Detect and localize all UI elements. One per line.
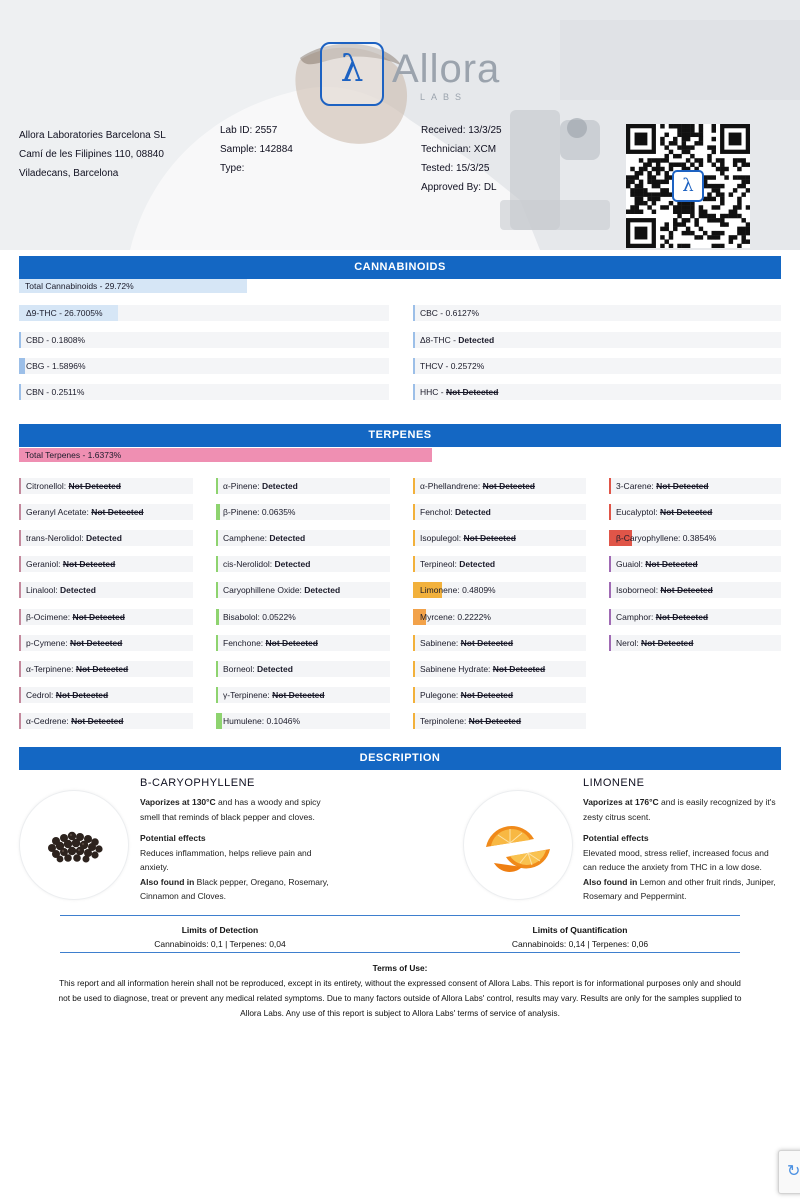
terpene-fill — [216, 556, 218, 572]
qr-lambda-icon: λ — [672, 170, 704, 202]
effects-label: Potential effects — [583, 833, 649, 843]
terpene-fill — [216, 582, 218, 598]
terpene-name: β-Ocimene: — [26, 611, 73, 622]
terpene-value: Not Detected — [265, 637, 318, 648]
terpene-value: Not Detected — [62, 559, 116, 570]
terpene-value: Not Detected — [463, 533, 516, 544]
terpene-cell — [216, 713, 390, 729]
terpene-value: Not Detected — [75, 663, 129, 674]
qr-code-icon[interactable] — [626, 124, 750, 248]
terpene-cell — [19, 713, 193, 729]
terpene-cell — [609, 635, 781, 651]
terpene-label — [223, 530, 305, 546]
terpene-cell — [216, 687, 390, 703]
street-address: Camí de les Filipines 110, 08840 — [19, 149, 164, 160]
cannabinoid-name: CBD - — [26, 335, 52, 345]
vaporizes-label: Vaporizes at 176°C — [583, 797, 659, 807]
terpene-name: Limonene: — [420, 585, 463, 596]
terpene-fill — [19, 582, 21, 598]
terpene-name: Caryophillene Oxide: — [223, 585, 305, 596]
cannabinoid-name: CBG - — [26, 361, 52, 371]
terpene-name: β-Pinene: — [223, 507, 262, 518]
cannabinoid-value: 26.7005% — [64, 308, 103, 318]
terpene-fill — [413, 661, 415, 677]
cannabinoid-fill — [19, 384, 21, 400]
cannabinoid-label — [26, 358, 86, 374]
vaporizes-text: and has a woody and spicy smell that reminds of black pepper and cloves. — [140, 797, 321, 822]
divider-top — [60, 915, 740, 916]
terpene-fill — [216, 478, 218, 494]
terpene-fill — [413, 687, 415, 703]
terpene-fill — [216, 609, 219, 625]
terms-of-use — [55, 961, 745, 1021]
terpene-fill — [216, 713, 222, 729]
lambda-icon: λ — [340, 49, 364, 90]
limits-detection — [120, 923, 320, 951]
terpene-label — [616, 635, 693, 651]
terpene-label — [420, 635, 513, 651]
limits-quantification — [480, 923, 680, 951]
cannabinoid-value: 0.2511% — [51, 387, 85, 397]
terpene-fill — [413, 635, 415, 651]
terpene-name: α-Pinene: — [223, 481, 262, 491]
terpene-value: 0.2222% — [457, 611, 491, 622]
terpene-cell — [216, 582, 390, 598]
terpene-name: Fenchone: — [223, 637, 266, 648]
terpene-label — [420, 504, 491, 520]
terpene-name: α-Phellandrene: — [420, 481, 483, 491]
terpene-name: Terpineol: — [420, 559, 460, 570]
terpene-label — [26, 661, 128, 677]
cannabinoid-value: Detected — [458, 335, 495, 345]
limits-quant-title: Limits of Quantification — [532, 925, 628, 935]
terpene-cell — [413, 530, 586, 546]
terms-title: Terms of Use: — [372, 963, 428, 973]
terpene-fill — [609, 478, 611, 494]
limits-detection-values: Cannabinoids: 0,1 | Terpenes: 0,04 — [154, 939, 286, 949]
terpene-label — [616, 556, 698, 572]
limits-quant-values: Cannabinoids: 0,14 | Terpenes: 0,06 — [511, 939, 649, 949]
terpene-label — [223, 635, 318, 651]
terpene-cell — [413, 478, 586, 494]
terpene-value: Not Detected — [272, 689, 325, 700]
terpene-value: Not Detected — [71, 715, 124, 726]
terpene-cell — [216, 661, 390, 677]
terpene-label — [223, 609, 296, 625]
terpene-name: γ-Terpinene: — [223, 689, 273, 700]
terpene-name: Pulegone: — [420, 689, 461, 700]
terpene-value: Not Detected — [69, 637, 123, 648]
terpene-fill — [216, 504, 220, 520]
terpene-cell — [609, 556, 781, 572]
terpene-name: Terpinolene: — [420, 715, 469, 726]
cannabinoid-fill — [413, 332, 415, 348]
lab-id: Lab ID: 2557 — [220, 125, 278, 136]
terpene-value: Detected — [459, 559, 496, 570]
cannabinoid-label — [420, 305, 479, 321]
cannabinoid-cell — [19, 358, 389, 374]
cannabinoid-fill — [413, 305, 415, 321]
cannabinoid-name: Δ8-THC - — [420, 335, 459, 345]
terpene-cell — [609, 609, 781, 625]
terpene-cell — [413, 661, 586, 677]
total-terpenes: Total Terpenes - 1.6373% — [19, 448, 432, 462]
cannabinoid-label — [26, 384, 84, 400]
terpene-value: Detected — [257, 663, 293, 674]
terpene-cell — [216, 478, 390, 494]
terpene-cell — [19, 635, 193, 651]
limonene-text — [583, 795, 783, 904]
terpene-value: Not Detected — [72, 611, 125, 622]
terpene-fill — [216, 661, 218, 677]
terpene-label — [26, 609, 125, 625]
effects-text: Reduces inflammation, helps relieve pain and anxiety. — [140, 847, 312, 872]
terpene-value: Detected — [269, 533, 306, 544]
terpene-value: 0.1046% — [266, 715, 301, 726]
terpene-label — [26, 713, 124, 729]
terpene-name: Myrcene: — [420, 611, 458, 622]
terpene-cell — [413, 609, 586, 625]
cannabinoid-label — [420, 332, 494, 348]
terpene-value: Detected — [454, 507, 491, 518]
terpene-value: Not Detected — [460, 637, 514, 648]
terpene-fill — [19, 687, 21, 703]
terpene-cell — [19, 609, 193, 625]
terpene-label — [223, 556, 310, 572]
terpene-value: Detected — [304, 585, 341, 596]
cannabinoid-value: Not Detected — [445, 387, 499, 397]
terpene-fill — [19, 635, 21, 651]
terpene-name: Bisabolol: — [223, 611, 263, 622]
cannabinoid-cell — [19, 332, 389, 348]
terpene-label — [616, 582, 713, 598]
cannabinoid-name: Δ9-THC - — [26, 308, 65, 318]
terpene-cell — [216, 530, 390, 546]
sample-type: Type: — [220, 163, 245, 174]
terpene-cell — [609, 478, 781, 494]
terpene-value: Not Detected — [659, 507, 713, 518]
terpene-name: p-Cymene: — [26, 637, 70, 648]
cannabinoid-fill — [19, 332, 21, 348]
terpene-cell — [413, 687, 586, 703]
terpene-label — [223, 661, 293, 677]
terpene-value: 0.0522% — [262, 611, 296, 622]
terpene-name: trans-Nerolidol: — [26, 533, 86, 544]
received-date: Received: 13/3/25 — [421, 125, 502, 136]
terpene-label — [420, 687, 513, 703]
cannabinoid-label — [420, 358, 484, 374]
cannabinoids-header: CANNABINOIDS — [19, 256, 781, 279]
terpene-name: Eucalyptol: — [616, 507, 660, 518]
orange-slices-icon — [464, 791, 574, 901]
effects-text: Elevated mood, stress relief, increased focus and can reduce the anxiety from THC in a low dose. — [583, 847, 769, 872]
terpene-label — [616, 478, 709, 494]
cannabinoid-fill — [19, 358, 25, 374]
terpene-cell — [19, 530, 193, 546]
cannabinoid-name: HHC - — [420, 387, 446, 397]
terpene-label — [26, 582, 96, 598]
terpene-value: Detected — [86, 533, 122, 544]
terpene-label — [26, 556, 115, 572]
terpene-label — [223, 504, 295, 520]
terpene-fill — [19, 556, 21, 572]
cannabinoid-cell — [19, 305, 389, 321]
logo-sub: LABS — [420, 92, 468, 102]
cannabinoid-cell — [413, 384, 781, 400]
cannabinoid-value: 0.6127% — [445, 308, 480, 318]
caryophyllene-title: B-CARYOPHYLLENE — [140, 777, 255, 789]
terpene-fill — [609, 582, 611, 598]
terpene-value: 0.4809% — [462, 585, 496, 596]
found-text: Lemon and other fruit rinds, Juniper, Rosemary and Peppermint. — [583, 876, 776, 901]
description-header: DESCRIPTION — [19, 747, 781, 770]
terpene-name: Linalool: — [26, 585, 61, 596]
vaporizes-label: Vaporizes at 130°C — [140, 797, 216, 807]
terpene-value: Not Detected — [656, 481, 709, 491]
terpene-fill — [19, 530, 21, 546]
terpene-cell — [413, 504, 586, 520]
terpene-value: Detected — [261, 481, 298, 491]
test-info — [421, 121, 601, 197]
terpene-name: Citronellol: — [26, 481, 69, 491]
terpene-value: Detected — [60, 585, 96, 596]
total-cannabinoids: Total Cannabinoids - 29.72% — [19, 279, 247, 293]
terpene-label — [420, 713, 521, 729]
limonene-title: LIMONENE — [583, 777, 645, 789]
technician: Technician: XCM — [421, 144, 497, 155]
terpene-name: α-Cedrene: — [26, 715, 72, 726]
terpene-label — [420, 556, 495, 572]
terpene-fill — [413, 530, 415, 546]
terpene-name: 3-Carene: — [616, 481, 657, 491]
cannabinoid-label — [26, 332, 85, 348]
terpene-fill — [413, 504, 415, 520]
terpene-value: Not Detected — [91, 507, 144, 518]
cannabinoid-value: 0.2572% — [450, 361, 485, 371]
terpene-fill — [19, 504, 21, 520]
terpene-value: Not Detected — [68, 481, 121, 491]
terpene-fill — [609, 556, 611, 572]
city: Viladecans, Barcelona — [19, 168, 119, 179]
terpene-value: Not Detected — [660, 585, 713, 596]
found-label: Also found in — [140, 876, 195, 887]
terpene-value: Not Detected — [645, 559, 698, 570]
cannabinoid-label — [26, 305, 103, 321]
terpene-name: cis-Nerolidol: — [223, 559, 275, 570]
terpene-fill — [19, 713, 21, 729]
vaporizes-text: and is easily recognized by it's zesty citrus scent. — [583, 797, 776, 822]
terpene-value: Not Detected — [641, 637, 694, 648]
cannabinoid-label — [420, 384, 498, 400]
cannabinoid-name: THCV - — [420, 361, 451, 371]
terpene-value: Not Detected — [460, 689, 514, 700]
terpene-fill — [19, 661, 21, 677]
terpene-fill — [413, 556, 415, 572]
recaptcha-badge-icon[interactable] — [778, 1150, 800, 1194]
terpene-label — [616, 504, 712, 520]
approved-by: Approved By: DL — [421, 182, 497, 193]
tested-date: Tested: 15/3/25 — [421, 163, 490, 174]
terpene-label — [420, 661, 545, 677]
cannabinoid-value: 0.1808% — [51, 335, 86, 345]
terpene-fill — [19, 609, 21, 625]
terpene-name: Fenchol: — [420, 507, 455, 518]
cannabinoid-name: CBN - — [26, 387, 52, 397]
terpene-name: β-Caryophyllene: — [616, 533, 683, 544]
sample-id: Sample: 142884 — [220, 144, 293, 155]
terpene-label — [26, 504, 144, 520]
terpene-fill — [19, 478, 21, 494]
divider-bottom — [60, 952, 740, 953]
terpene-value: Not Detected — [55, 689, 109, 700]
lab-address — [19, 126, 209, 183]
orange-image — [463, 790, 573, 900]
found-text: Black pepper, Oregano, Rosemary, Cinnamon and Cloves. — [140, 876, 329, 901]
terpene-fill — [609, 609, 611, 625]
terpene-name: α-Terpinene: — [26, 663, 76, 674]
terpene-label — [26, 530, 122, 546]
terpene-name: Borneol: — [223, 663, 258, 674]
terpene-cell — [216, 635, 390, 651]
terpene-name: Guaiol: — [616, 559, 646, 570]
terpene-value: Detected — [274, 559, 311, 570]
terpene-name: Humulene: — [223, 715, 267, 726]
terpene-cell — [19, 478, 193, 494]
terpene-name: Isopulegol: — [420, 533, 464, 544]
terpene-name: Geraniol: — [26, 559, 63, 570]
terpene-fill — [609, 635, 611, 651]
terpene-cell — [216, 609, 390, 625]
terpene-fill — [413, 478, 415, 494]
terpene-label — [223, 478, 298, 494]
cannabinoid-name: CBC - — [420, 308, 446, 318]
terpene-fill — [216, 687, 218, 703]
terpene-label — [420, 609, 491, 625]
terpene-cell — [19, 582, 193, 598]
terpene-name: Cedrol: — [26, 689, 56, 700]
cannabinoid-value: 1.5896% — [51, 361, 86, 371]
terpene-label — [420, 530, 516, 546]
limits-detection-title: Limits of Detection — [181, 925, 259, 935]
cannabinoid-cell — [413, 332, 781, 348]
terpene-cell — [216, 556, 390, 572]
cannabinoid-cell — [19, 384, 389, 400]
terpene-label — [223, 582, 340, 598]
company-name: Allora Laboratories Barcelona SL — [19, 130, 166, 141]
sample-info — [220, 121, 400, 178]
terpene-name: Isoborneol: — [616, 585, 661, 596]
terpene-name: Sabinene Hydrate: — [420, 663, 493, 674]
allora-logo — [320, 42, 501, 106]
terpene-label — [420, 478, 535, 494]
terpene-cell — [413, 635, 586, 651]
terpene-label — [26, 687, 108, 703]
terpene-value: Not Detected — [492, 663, 546, 674]
cannabinoid-fill — [413, 384, 415, 400]
cannabinoid-fill — [413, 358, 415, 374]
terpene-label — [223, 713, 300, 729]
terpene-fill — [216, 530, 218, 546]
terpene-label — [223, 687, 325, 703]
terpene-label — [26, 635, 122, 651]
terpene-value: 0.0635% — [261, 507, 296, 518]
terpene-label — [616, 530, 716, 546]
terpene-name: Camphene: — [223, 533, 270, 544]
terpene-cell — [609, 582, 781, 598]
terpene-value: 0.3854% — [682, 533, 717, 544]
terpene-cell — [216, 504, 390, 520]
caryophyllene-text — [140, 795, 340, 904]
peppercorns-image — [19, 790, 129, 900]
terpene-name: Sabinene: — [420, 637, 461, 648]
found-label: Also found in — [583, 876, 638, 887]
terpene-value: Not Detected — [655, 611, 709, 622]
terpene-fill — [413, 713, 415, 729]
terpene-fill — [216, 635, 218, 651]
black-peppercorns-icon — [20, 791, 130, 901]
terpene-cell — [19, 661, 193, 677]
terpene-cell — [413, 582, 586, 598]
terpene-cell — [19, 687, 193, 703]
terpene-name: Geranyl Acetate: — [26, 507, 92, 518]
effects-label: Potential effects — [140, 833, 206, 843]
terpenes-header: TERPENES — [19, 424, 781, 447]
terpene-value: Not Detected — [482, 481, 536, 491]
terpene-cell — [19, 504, 193, 520]
terpene-name: Nerol: — [616, 637, 642, 648]
terpene-fill — [609, 504, 611, 520]
terpene-cell — [19, 556, 193, 572]
report-header — [0, 0, 800, 250]
terpene-name: Camphor: — [616, 611, 656, 622]
terpene-cell — [413, 556, 586, 572]
recaptcha-arrow-icon: ↻ — [787, 1161, 800, 1180]
terpene-label — [420, 582, 496, 598]
cannabinoid-cell — [413, 305, 781, 321]
logo-wordmark: Allora — [392, 47, 501, 91]
terms-text: This report and all information herein shall not be reproduced, except in its entirety, without the expressed consent of Allora Labs. This report is for informational purposes only and should not be used to diagnose, treat or prevent any medical related symptoms. Due to many factors outside of Allora Labs' control, results may vary. Results are only for the samples supplied to Allora Labs. Any use of this report is subject to Allora Labs' terms of service of analysis. — [58, 978, 742, 1018]
cannabinoid-cell — [413, 358, 781, 374]
terpene-cell — [609, 504, 781, 520]
terpene-cell — [609, 530, 781, 546]
terpene-label — [26, 478, 121, 494]
terpene-cell — [413, 713, 586, 729]
terpene-value: Not Detected — [468, 715, 522, 726]
terpene-label — [616, 609, 708, 625]
